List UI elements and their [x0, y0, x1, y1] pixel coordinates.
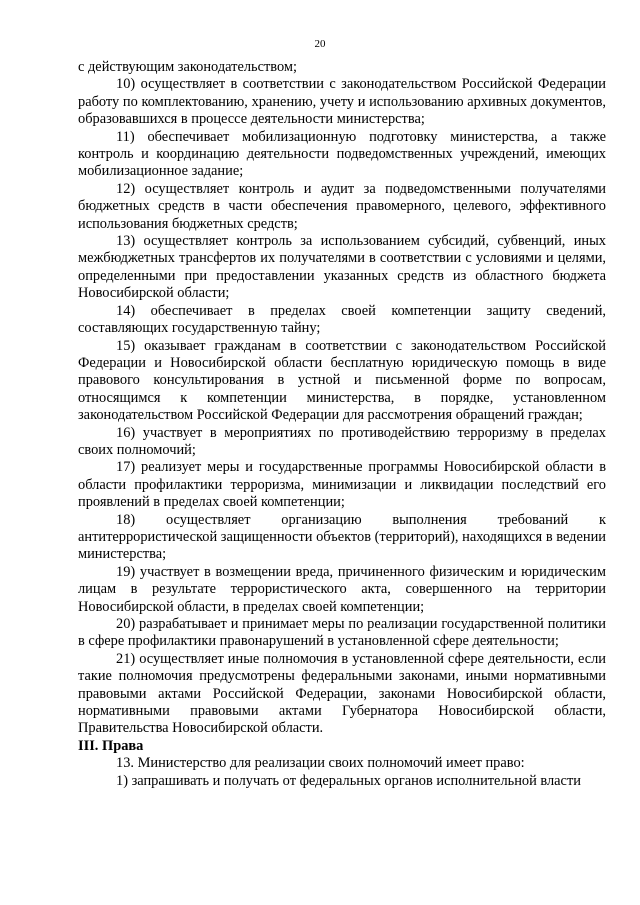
paragraph-item-18: 18) осуществляет организацию выполнения требований к антитеррористической защищенности объектов (территорий), находящихся в ведении министерства;	[78, 511, 606, 563]
paragraph-item-20: 20) разрабатывает и принимает меры по реализации государственной политики в сфере профилактики правонарушений в установленной сфере деятельности;	[78, 616, 606, 650]
paragraph-item-13: 13) осуществляет контроль за использованием субсидий, субвенций, иных межбюджетных трансфертов их получателями в соответствии с условиями и целями, определенными при предоставлении указанных средств из областного бюджета Новосибирской области;	[78, 233, 606, 302]
page-number: 20	[314, 38, 326, 50]
paragraph-item-19: 19) участвует в возмещении вреда, причиненного физическим и юридическим лицам в результате террористического акта, совершенного на территории Новосибирской области, в пределах своей компетенции;	[78, 563, 606, 615]
paragraph-item-12: 12) осуществляет контроль и аудит за подведомственными получателями бюджетных средств в части обеспечения правомерного, целевого, эффективного использования бюджетных средств;	[78, 180, 606, 232]
paragraph-item-10: 10) осуществляет в соответствии с законодательством Российской Федерации работу по комплектованию, хранению, учету и использованию архивных документов, образовавшихся в процессе деятельности министерства;	[78, 76, 606, 128]
paragraph-continuation: с действующим законодательством;	[78, 59, 297, 75]
paragraph-item-15: 15) оказывает гражданам в соответствии с законодательством Российской Федерации и Новосибирской области бесплатную юридическую помощь в виде правового консультирования в устной и письменной форме по вопросам, относящимся к компетенции министерства, в порядке, установленном законодательством Российской Федерации для рассмотрения обращений граждан;	[78, 337, 606, 424]
paragraph-item-14: 14) обеспечивает в пределах своей компетенции защиту сведений, составляющих государственную тайну;	[78, 302, 606, 337]
section-heading: III. Права	[78, 737, 144, 754]
paragraph-item-17: 17) реализует меры и государственные программы Новосибирской области в области профилактики терроризма, минимизации и ликвидации последствий его проявлений в пределах своей компетенции;	[78, 459, 606, 511]
document-body	[78, 59, 606, 790]
paragraph-item-11: 11) обеспечивает мобилизационную подготовку министерства, а также контроль и координацию деятельности подведомственных учреждений, имеющих мобилизационное задание;	[78, 128, 606, 180]
paragraph-item-16: 16) участвует в мероприятиях по противодействию терроризму в пределах своих полномочий;	[78, 424, 606, 458]
paragraph-clause-13: 13. Министерство для реализации своих полномочий имеет право:	[116, 755, 525, 772]
paragraph-item-1: 1) запрашивать и получать от федеральных органов исполнительной власти	[116, 772, 581, 789]
paragraph-item-21: 21) осуществляет иные полномочия в установленной сфере деятельности, если такие полномочия предусмотрены федеральными законами, иными нормативными правовыми актами Российской Федерации, законами Новосибирской области, нормативными правовыми актами Губернатора Новосибирской области, Правительства Новосибирской области.	[78, 650, 606, 737]
